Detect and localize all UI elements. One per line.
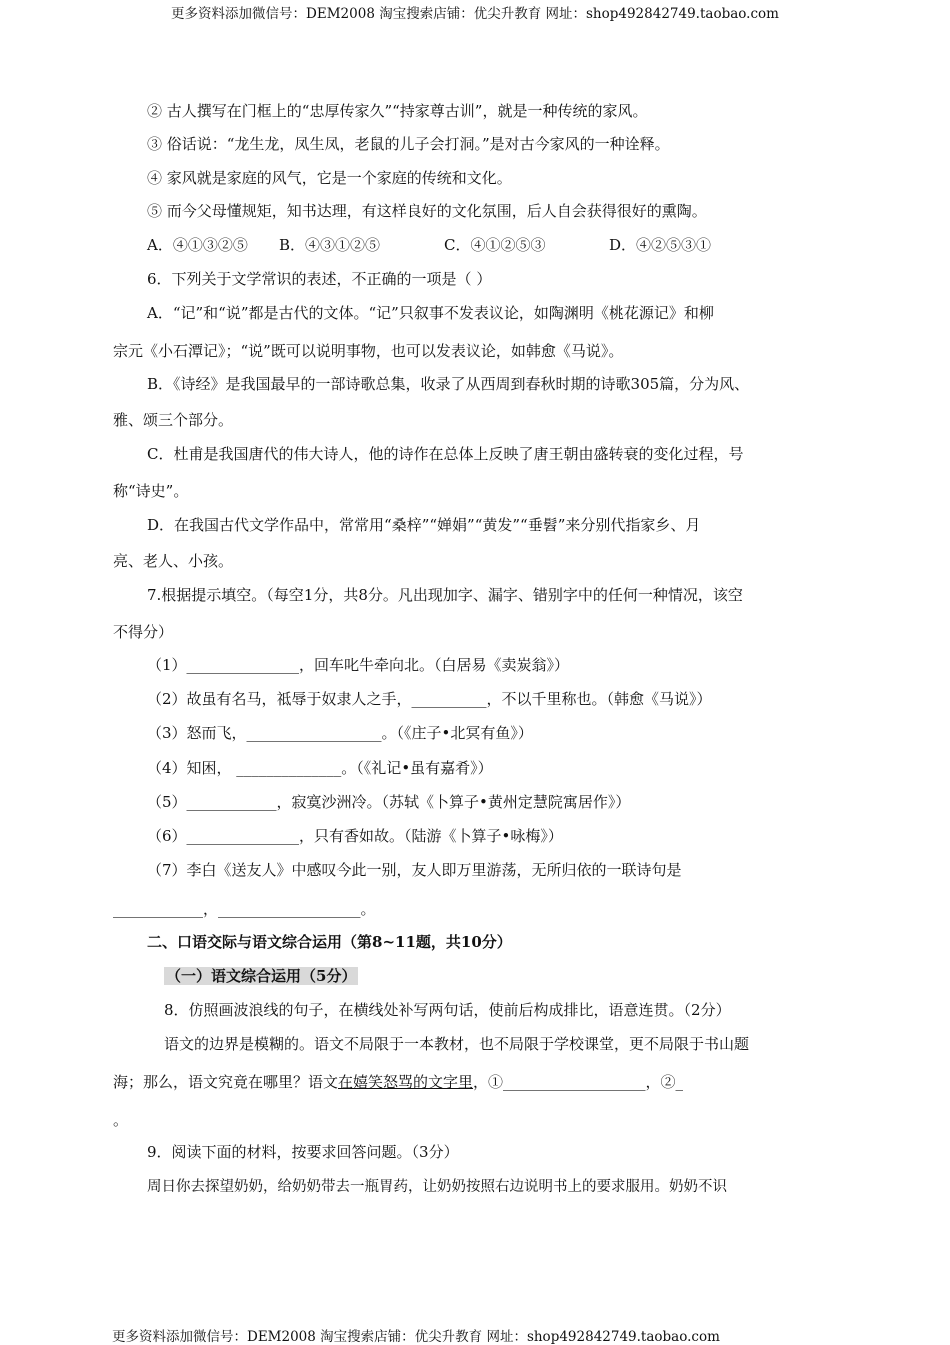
q7-item-4: （4）知困， ______________。（《礼记•虽有嘉肴》） (147, 759, 493, 777)
q7-item-7-blanks: ____________，___________________。 (113, 900, 376, 918)
q5-option-b[interactable]: B．④③①②⑤ (279, 236, 381, 254)
q7-stem-line1: 7.根据提示填空。（每空1分，共8分。凡出现加字、漏字、错别字中的任何一种情况，该空 (147, 586, 743, 604)
page-footer-watermark: 更多资料添加微信号：DEM2008 淘宝搜索店铺：优尖升教育 网址：shop492842749.taobao.com (112, 1329, 720, 1345)
page-header-watermark: 更多资料添加微信号：DEM2008 淘宝搜索店铺：优尖升教育 网址：shop492842749.taobao.com (171, 6, 779, 22)
q6-option-c-line1: C．杜甫是我国唐代的伟大诗人，他的诗作在总体上反映了唐王朝由盛转衰的变化过程，号 (147, 445, 744, 463)
q7-item-3: （3）怒而飞，__________________。（《庄子•北冥有鱼》） (147, 724, 533, 742)
q5-item-4: ④ 家风就是家庭的风气，它是一个家庭的传统和文化。 (147, 169, 512, 187)
q7-item-7: （7）李白《送友人》中感叹今此一别，友人即万里游荡，无所归依的一联诗句是 (147, 861, 682, 879)
q6-option-c-line2: 称“诗史”。 (113, 482, 189, 500)
q6-option-a-line1: A．“记”和“说”都是古代的文体。“记”只叙事不发表议论，如陶渊明《桃花源记》和柳 (147, 304, 714, 322)
q8-passage-line1: 语文的边界是模糊的。语文不局限于一本教材，也不局限于学校课堂，更不局限于书山题 (164, 1035, 750, 1053)
q5-item-5: ⑤ 而今父母懂规矩，知书达理，有这样良好的文化氛围，后人自会获得很好的熏陶。 (147, 202, 707, 220)
q5-option-a[interactable]: A．④①③②⑤ (147, 236, 248, 254)
q7-item-2: （2）故虽有名马，祗辱于奴隶人之手，__________，不以千里称也。（韩愈《马说》） (147, 690, 712, 708)
q9-material-line1: 周日你去探望奶奶，给奶奶带去一瓶胃药，让奶奶按照右边说明书上的要求服用。奶奶不识 (147, 1179, 727, 1195)
q5-item-3: ③ 俗话说：“龙生龙，凤生凤，老鼠的儿子会打洞。”是对古今家风的一种诠释。 (147, 135, 670, 153)
q6-option-b-line1: B．《诗经》是我国最早的一部诗歌总集，收录了从西周到春秋时期的诗歌305篇，分为风、 (147, 375, 750, 393)
q7-item-1: （1）_______________，回车叱牛牵向北。（白居易《卖炭翁》） (147, 656, 570, 674)
q6-option-d-line2: 亮、老人、小孩。 (113, 552, 234, 570)
q5-item-2: ② 古人撰写在门框上的“忠厚传家久”“持家尊古训”，就是一种传统的家风。 (147, 102, 648, 120)
q6-stem: 6．下列关于文学常识的表述，不正确的一项是（ ） (147, 270, 492, 288)
section-2-subtitle: （一）语文综合运用（5分） (166, 967, 357, 985)
q7-item-5: （5）____________，寂寞沙洲冷。（苏轼《卜算子•黄州定慧院寓居作》） (147, 793, 631, 811)
q6-option-b-line2: 雅、颂三个部分。 (113, 411, 234, 429)
q9-stem: 9．阅读下面的材料，按要求回答问题。（3分） (147, 1143, 459, 1161)
q5-option-d[interactable]: D．④②⑤③① (609, 236, 712, 254)
q8-stem: 8．仿照画波浪线的句子，在横线处补写两句话，使前后构成排比，语意连贯。（2分） (164, 1001, 731, 1019)
q7-item-6: （6）_______________，只有香如故。（陆游《卜算子•咏梅》） (147, 827, 563, 845)
section-2-title: 二、口语交际与语文综合运用（第8~11题，共10分） (147, 933, 512, 951)
q8-wavy-underlined-phrase: 在嬉笑怒骂的文字里 (338, 1073, 474, 1091)
q8-passage-line2: 海；那么，语文究竟在哪里？语文在嬉笑怒骂的文字里，①___________________，②_ (113, 1073, 684, 1091)
q8-passage-line3: 。 (113, 1111, 129, 1129)
q5-option-c[interactable]: C．④①②⑤③ (444, 236, 546, 254)
q5-options (147, 235, 711, 255)
q6-option-a-line2: 宗元《小石潭记》；“说”既可以说明事物，也可以发表议论，如韩愈《马说》。 (113, 342, 624, 360)
q6-option-d-line1: D．在我国古代文学作品中，常常用“桑梓”“婵娟”“黄发”“垂髫”来分别代指家乡、月 (147, 516, 701, 534)
q7-stem-line2: 不得分） (113, 623, 174, 641)
